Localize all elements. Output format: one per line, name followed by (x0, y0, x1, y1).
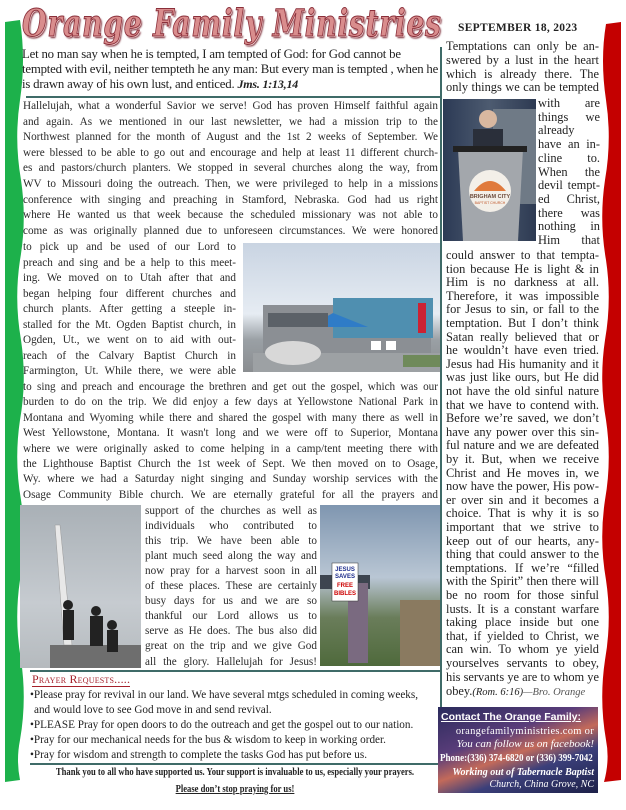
sidebar-line: have any power over this sin- (446, 425, 599, 439)
sidebar-line: things we (538, 110, 600, 124)
article-line: WV to Missouri doing the outreach. Then, we were privileged to help in a missions (23, 178, 438, 190)
signature: —Bro. Orange (523, 687, 586, 698)
sidebar-line: temptation. But I don’t think (446, 317, 599, 330)
footer-plea: Please don’t stop praying for us! (175, 783, 295, 795)
sidebar-line: could answer to that tempta- (446, 249, 599, 262)
article-line: were blessed to be able to go out and encourage and help at least 11 different church- (23, 146, 438, 159)
sidebar-line: that, if yielded to Christ, we (446, 629, 599, 643)
article-line: conference with singing and preaching in Stamford, Nebraska. God had us right (23, 193, 438, 206)
article-line: serve as He does. The bus also did (145, 625, 317, 638)
article-line: es and pastors/church planters. We stopped in several churches along the way, from (23, 162, 438, 175)
sidebar-line: lusts. It is a constant warfare (446, 602, 599, 616)
sidebar-line: Christ and He moves in, we (446, 466, 599, 480)
article-line: plant much seed along the way and (145, 550, 317, 563)
sidebar-line: thing that could answer to the (446, 548, 599, 562)
contact-heading: Contact The Orange Family: (441, 711, 582, 723)
sidebar-line: he wouldn’t have even tried. (446, 344, 599, 358)
divider-top (26, 96, 440, 98)
article-line: support of the churches as well as (145, 505, 317, 517)
article-line: busy days for us and we are so (145, 595, 317, 608)
podium-logo-text-1: BRIGHAM CITY (469, 194, 511, 200)
newsletter-title-logo: Orange Family Ministries (22, 1, 442, 45)
divider-prayer-bottom (30, 763, 440, 765)
article-line: Ogden, Ut., we went on to aid with out- (23, 334, 236, 346)
article-line: Osage Community Bible church. We are eternally grateful for all the prayers and (23, 488, 438, 501)
bullet-icon: • (30, 689, 34, 701)
article-line: to pick up and be used of our Lord to (23, 241, 236, 253)
prayer-request-item (30, 688, 438, 703)
sidebar-line: by it. But, when we receive (446, 453, 599, 466)
sidebar-line: can win. To whom ye yield (446, 643, 599, 657)
podium-logo-text-2: BAPTIST CHURCH (474, 201, 506, 205)
article-line: and again. As we mentioned in our last newsletter, we had a mission trip to the (23, 115, 438, 128)
sidebar-line: ed Christ, (538, 192, 600, 206)
bullet-icon: • (30, 719, 34, 731)
article-line: stalled for the Mt. Ogden Baptist church, in (23, 318, 236, 331)
article-line: individuals who contributed to (145, 520, 317, 533)
sign-text-3: FREE (336, 583, 354, 589)
sidebar-line: have an in- (538, 138, 600, 152)
article-line: Montana and Wyoming while there and shared the gospel with many there as well in (23, 411, 438, 424)
sign-scene (320, 505, 440, 666)
contact-box (438, 707, 598, 793)
article-line: great on the trip and we give God (145, 640, 317, 653)
article-line: where we were originally asked to come helping in a camp/tent meeting there with (23, 442, 438, 455)
sidebar-line: now have the power, His pow- (446, 480, 599, 494)
article-line: all the glory. Hallelujah for Jesus! (145, 655, 317, 668)
sidebar-line: choice. That is why it is so (446, 507, 599, 521)
article-line: where He wanted us that week because the scheduled missionary was not able to (23, 209, 438, 222)
divider-column (440, 47, 442, 764)
red-wavy-bar (602, 22, 621, 782)
sidebar-line: Jesus had His humanity and it (446, 357, 599, 371)
footer-thanks: Thank you to all who have supported us. Your support is invaluable to us, especially your prayers. (55, 766, 415, 778)
sidebar-line: with the Spirit” then there will (446, 575, 599, 589)
sidebar-line: cline to. (538, 151, 600, 165)
sidebar-line: important that we strive to (446, 521, 599, 534)
steeple-scene (20, 505, 141, 668)
prayer-request-item (30, 733, 438, 748)
contact-facebook: You can follow us on facebook! (456, 738, 594, 750)
bus-scene (243, 243, 440, 372)
contact-church-line2: Church, China Grove, NC (489, 779, 594, 790)
sidebar-line: Temptations can only be an- (446, 40, 599, 53)
article-line: West Yellowstone, Montana. It wasn't long and we were off to Superior, Montana (23, 427, 438, 440)
article-line: come as was originally planned due to unforeseen circumstances. We were honored (23, 224, 438, 237)
scripture-verse (22, 47, 442, 92)
steeple-install-photo (20, 505, 141, 668)
prayer-text: Please pray for revival in our land. We have several mtgs scheduled in coming weeks, (33, 689, 419, 701)
sidebar-line: tion because He is light & in (446, 262, 599, 276)
article-line: of these places. These are certainly (145, 580, 317, 593)
bullet-icon: • (30, 749, 34, 761)
verse-text: Let no man say when he is tempted, I am tempted of God: for God cannot be tempted with evil, neither tempteth he any man: But every man is tempted , when he is drawn away of his own lust, and enticed. (22, 47, 439, 91)
sidebar-line: be no room for those sinful (446, 589, 599, 602)
sidebar-line: was just like ours, but He did (446, 371, 599, 385)
article-line: Wy. where we had a Saturday night singing and Sunday worship services with the (23, 473, 438, 486)
sidebar-line: nothing in (538, 220, 600, 234)
article-line: preach and sing and be a help to this meet- (23, 256, 236, 269)
article-line: Northwest planned for the month of August and the 1st 2 weeks of September. We (23, 131, 438, 144)
sign-text-1: JESUS (335, 567, 355, 573)
prayer-text: PLEASE Pray for open doors to do the outreach and get the gospel out to our nation. (33, 719, 414, 731)
sidebar-line: which is already there. The (446, 67, 599, 81)
article-line: burden to do on the trip. We did enjoy a few days at Yellowstone National Park in (23, 396, 438, 409)
issue-date: SEPTEMBER 18, 2023 (458, 22, 578, 34)
sidebar-line: only things we can be tempted (446, 81, 599, 95)
sidebar-line: ful nature and we are defeated (446, 439, 599, 453)
closing-word: obey. (446, 685, 473, 698)
bullet-icon: • (30, 734, 34, 746)
article-line: church plants. After getting a steeple in- (23, 303, 236, 315)
prayer-request-item (30, 748, 438, 763)
sidebar-line: for Jesus to sin, or fall to the (446, 303, 599, 317)
prayer-requests-heading: Prayer Requests..... (32, 672, 131, 686)
prayer-text: and would love to see God move in and send revival. (34, 704, 272, 716)
sidebar-line: Before we’re saved, we don’t (446, 412, 599, 426)
article-line: to sing and preach and encourage the brethren and get out the gospel, which was our (23, 381, 438, 393)
sidebar-line: swered by a lust in the heart (446, 53, 599, 67)
article-line: reach of the Calvary Baptist Church in (23, 349, 236, 362)
article-line: began helping four different churches and (23, 287, 236, 300)
sidebar-line: devil tempt- (538, 179, 600, 193)
sidebar-line: Satan really believed that or (446, 330, 599, 344)
sidebar-line: with are (538, 97, 600, 110)
sidebar-line: his servants ye are to whom ye (446, 670, 599, 684)
sidebar-line: Therefore, it was impossible (446, 289, 599, 303)
prayer-request-continuation (34, 703, 442, 718)
sidebar-line: not have the old sinful nature (446, 385, 599, 398)
contact-phone: Phone:(336) 374-6820 or (336) 399-7042 (440, 753, 593, 764)
sign-text-4: BIBLES (333, 591, 357, 597)
article-line: now pray for a harvest soon in all (145, 565, 317, 578)
sidebar-line: already (538, 124, 575, 138)
sidebar-line: er over sin and it becomes a (446, 493, 599, 507)
article-line: this trip. We have been able to (145, 535, 317, 548)
podium-scene (443, 99, 536, 241)
sidebar-line: temptations. If we’re “filled (446, 561, 599, 575)
article-line: thankful our Lord allows us to (145, 610, 317, 623)
article-line: ing. We moved on to Utah after that and (23, 272, 236, 284)
closing-reference: (Rom. 6:16) (472, 687, 524, 698)
prayer-request-item (30, 718, 438, 733)
sign-text-2: SAVES (335, 574, 355, 580)
prayer-text: Pray for our mechanical needs for the bus & wisdom to keep in working order. (33, 734, 386, 746)
jesus-saves-sign-photo (320, 505, 440, 666)
sidebar-closing-line (446, 685, 601, 699)
preacher-podium-photo (443, 99, 536, 241)
sidebar-line: taking place inside but one (446, 616, 599, 630)
article-line: the Lighthouse Baptist Church the 1st week of Sept. We then moved on to Osage, (23, 458, 438, 470)
prayer-text: Pray for wisdom and strength to complete the tasks God has put before us. (33, 749, 367, 761)
article-line: Hallelujah, what a wonderful Savior we serve! God has proven Himself faithful again (23, 100, 438, 112)
verse-reference: Jms. 1:13,14 (237, 77, 299, 91)
sidebar-line: that we have to contend with. (446, 398, 599, 412)
sidebar-line: Him is no darkness at all. (446, 276, 599, 290)
sidebar-line: there was (538, 206, 600, 220)
sidebar-line: When the (538, 165, 600, 179)
sidebar-line: Him that (538, 234, 600, 247)
contact-church-line1: Working out of Tabernacle Baptist (452, 767, 594, 778)
article-line: Farmington, Ut. While there, we were able (23, 365, 236, 377)
sidebar-line: yourselves servants to obey, (446, 657, 599, 670)
bus-outreach-photo (243, 243, 440, 372)
contact-website[interactable]: orangefamilyministries.com or (455, 726, 594, 737)
sidebar-line: keep out of our hearts, any- (446, 534, 599, 548)
